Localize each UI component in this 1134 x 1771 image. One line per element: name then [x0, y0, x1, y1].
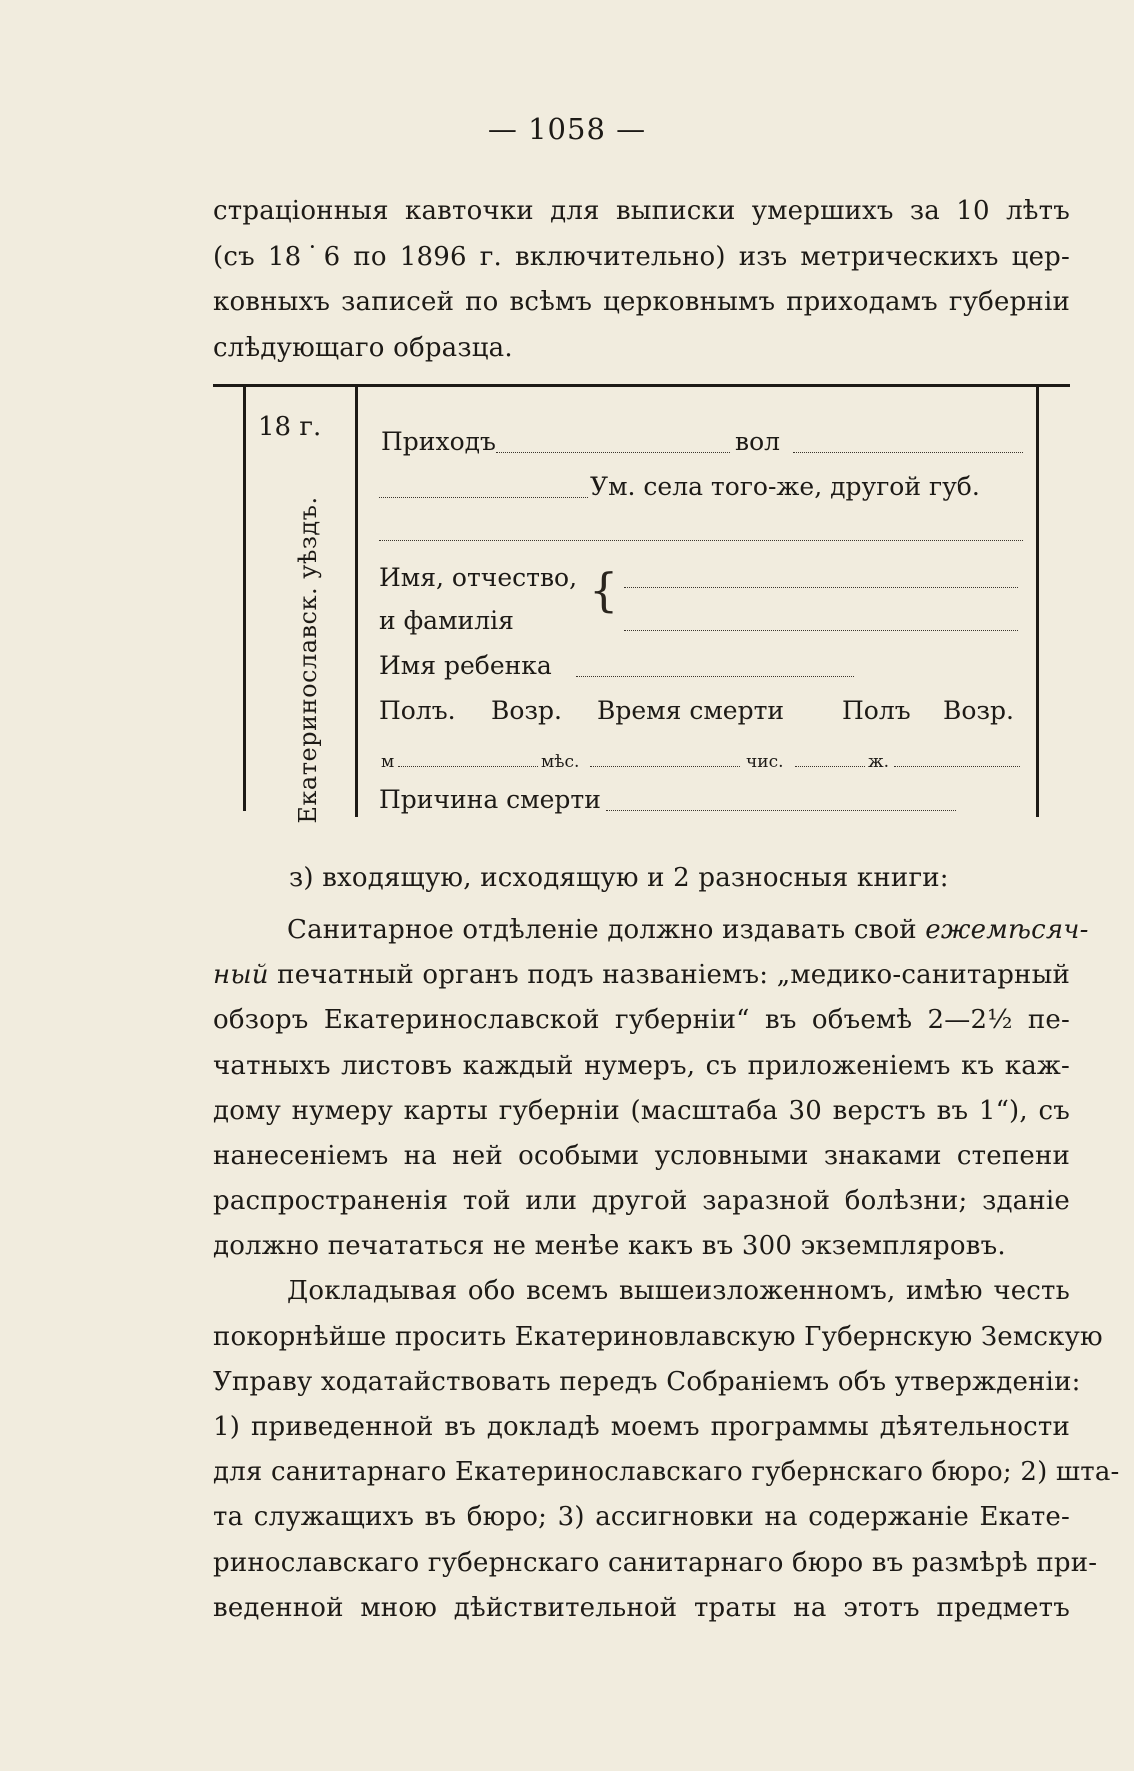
header-vozr-2: Возр. [943, 696, 1015, 725]
para1-line-2-italic: ный [213, 960, 269, 990]
para2-line-4: 1) приведенной въ докладѣ моемъ программы дѣятельности [213, 1412, 1070, 1442]
field-mes-line [590, 766, 740, 767]
field-um-sela-label: Ум. села того-же, другой губ. [590, 472, 980, 501]
field-name-label-1: Имя, отчество, [379, 563, 578, 592]
para1-line-3: обзоръ Екатеринославской губерніи“ въ объемѣ 2—2½ пе- [213, 1005, 1070, 1035]
card-year: 18 г. [258, 412, 322, 442]
field-name-line-1 [624, 587, 1018, 588]
para1-line-5: дому нумеру карты губерніи (масштаба 30 верстъ въ 1“), съ [213, 1096, 1070, 1126]
card-right-border [1036, 387, 1039, 817]
field-prihod-label: Приходъ [381, 427, 496, 456]
para1-line-1 [287, 913, 1089, 947]
card-district: Екатеринославск. уѣздъ. [294, 496, 322, 824]
field-cause-label: Причина смерти [379, 785, 601, 814]
header-vozr-1: Возр. [491, 696, 563, 725]
header-pol-1: Полъ. [379, 696, 456, 725]
field-zh-line [894, 766, 1020, 767]
intro-line-4: слѣдующаго образца. [213, 333, 513, 363]
intro-line-1: страціонныя кавточки для выписки умершихъ за 10 лѣтъ [213, 196, 1070, 226]
para1-line-7: распространенія той или другой заразной болѣзни; зданіе [213, 1186, 1070, 1216]
para1-line-2 [213, 958, 1070, 992]
header-pol-2: Полъ [842, 696, 911, 725]
para1-line-1-text: Санитарное отдѣленіе должно издавать свой [287, 915, 917, 945]
para2-line-8: веденной мною дѣйствительной траты на этотъ предметъ [213, 1593, 1070, 1623]
card-top-rule [213, 384, 1070, 387]
item-z: з) входящую, исходящую и 2 разносныя книги: [289, 863, 949, 893]
field-name-label-2: и фамилія [379, 606, 514, 635]
field-chis-line [795, 766, 865, 767]
card-column-divider [355, 387, 358, 817]
para2-line-2: покорнѣйше просить Екатериновлавскую Губернскую Земскую [213, 1322, 1103, 1352]
field-vol-line [793, 452, 1023, 453]
brace-icon: { [589, 563, 619, 617]
field-zh-label: ж. [868, 752, 890, 772]
field-m-line [398, 766, 538, 767]
page-number: — 1058 — [487, 112, 647, 146]
field-child-name-label: Имя ребенка [379, 651, 552, 680]
card-left-border [243, 387, 246, 811]
field-prihod-line [496, 452, 730, 453]
field-cause-line [606, 810, 956, 811]
field-child-name-line [576, 676, 854, 677]
para2-line-7: ринославскаго губернскаго санитарнаго бюро въ размѣрѣ при- [213, 1548, 1098, 1578]
para1-line-2-text: печатный органъ подъ названіемъ: „медико-санитарный [277, 960, 1070, 990]
field-chis-label: чис. [746, 752, 784, 772]
field-blank-line [379, 540, 1023, 541]
para2-line-5: для санитарнаго Екатеринославскаго губернскаго бюро; 2) шта- [213, 1457, 1120, 1487]
para1-line-4: чатныхъ листовъ каждый нумеръ, съ приложеніемъ къ каж- [213, 1051, 1070, 1081]
para1-line-6: нанесеніемъ на ней особыми условными знаками степени [213, 1141, 1070, 1171]
field-mes-label: мѣс. [541, 752, 580, 772]
field-um-line [379, 497, 588, 498]
intro-line-2: (съ 18˙6 по 1896 г. включительно) изъ метрическихъ цер- [213, 242, 1070, 272]
field-vol-label: вол [735, 427, 781, 456]
para1-line-1-italic: ежемѣсяч- [925, 915, 1089, 945]
intro-line-3: ковныхъ записей по всѣмъ церковнымъ приходамъ губерніи [213, 287, 1070, 317]
para2-line-6: та служащихъ въ бюро; 3) ассигновки на содержаніе Екате- [213, 1502, 1070, 1532]
para1-line-8: должно печататься не менѣе какъ въ 300 экземпляровъ. [213, 1231, 1006, 1261]
para2-line-3: Управу ходатайствовать передъ Собраніемъ объ утвержденіи: [213, 1367, 1081, 1397]
field-name-line-2 [624, 630, 1018, 631]
header-death-time: Время смерти [597, 696, 785, 725]
para2-line-1: Докладывая обо всемъ вышеизложенномъ, имѣю честь [287, 1276, 1070, 1306]
field-m-label: м [381, 752, 395, 772]
